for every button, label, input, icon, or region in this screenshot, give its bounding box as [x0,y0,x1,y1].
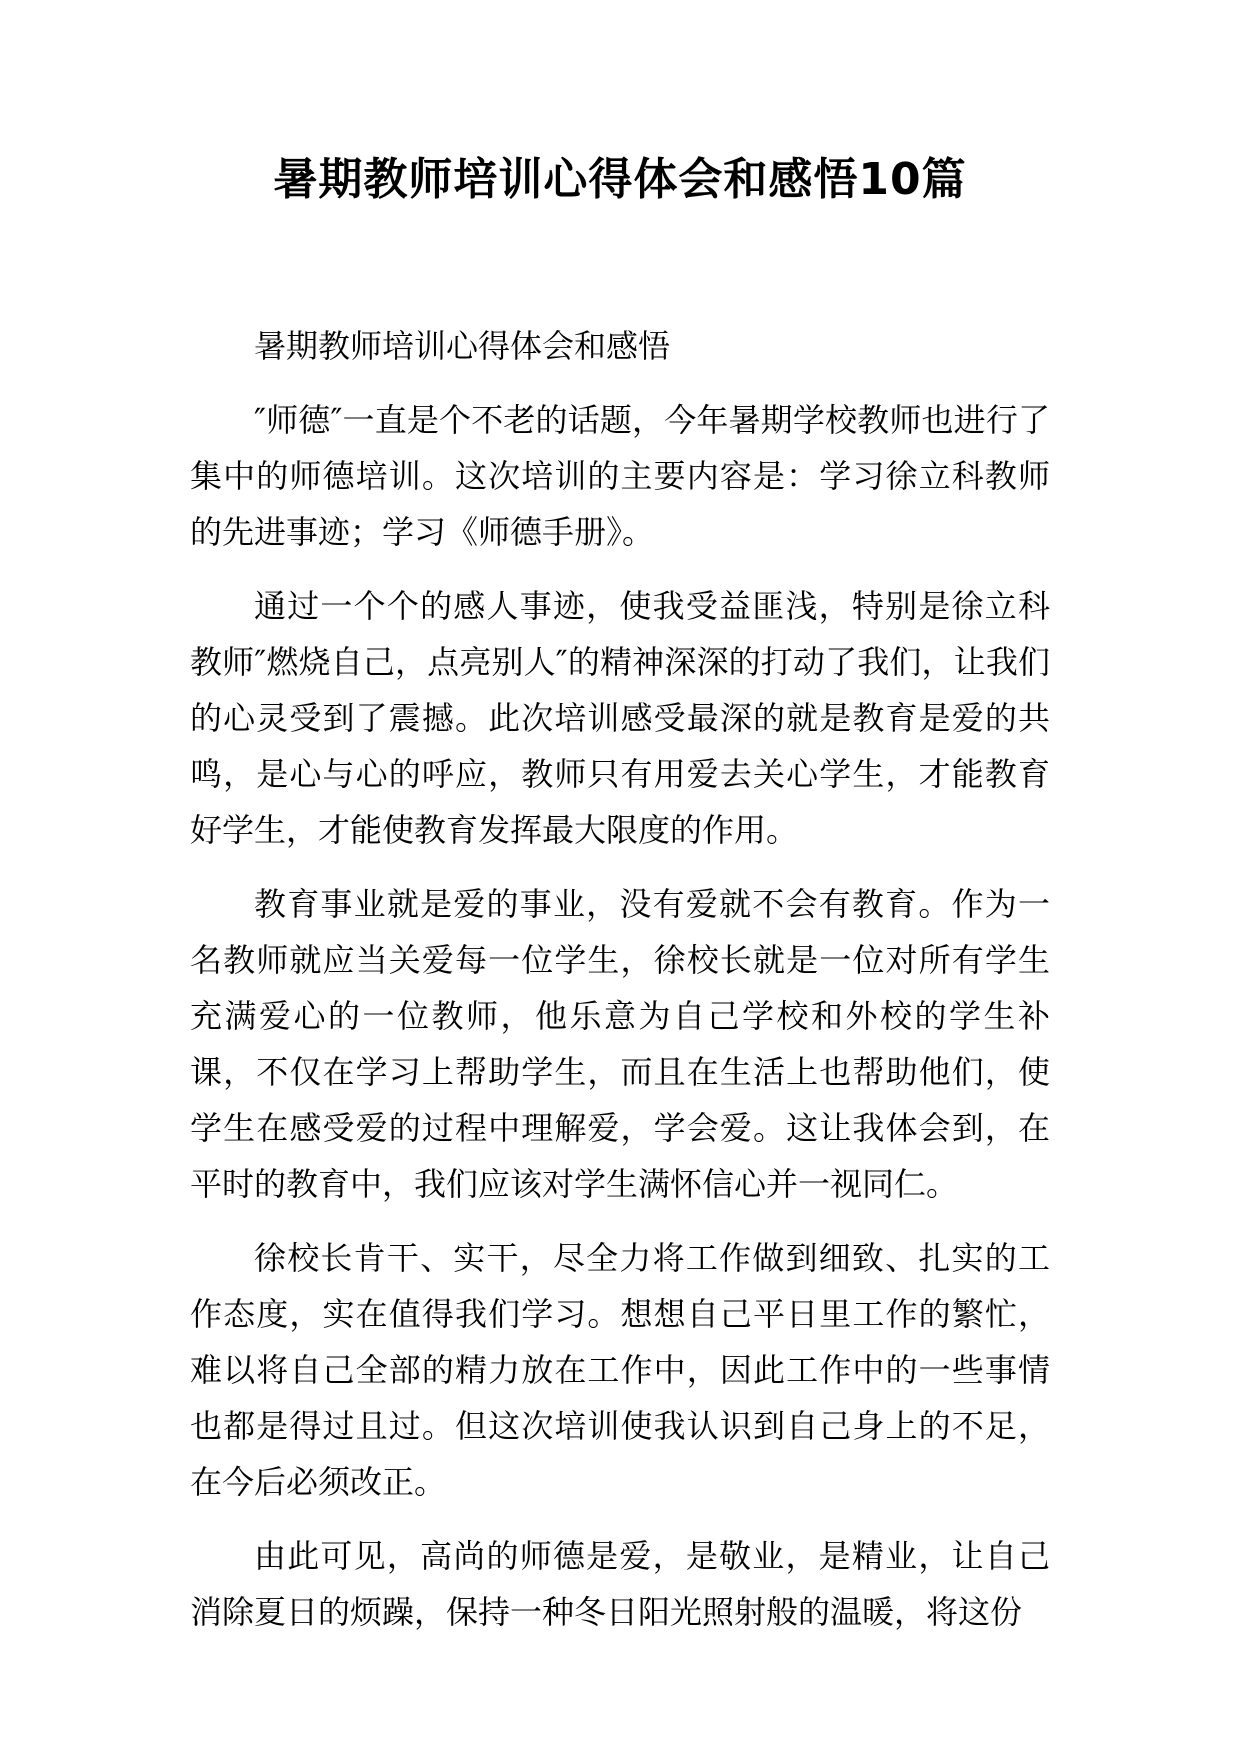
paragraph-5: 由此可见，高尚的师德是爱，是敬业，是精业，让自己消除夏日的烦躁，保持一种冬日阳光照射般的温暖，将这份 [190,1537,1050,1631]
paragraph-3: 教育事业就是爱的事业，没有爱就不会有教育。作为一名教师就应当关爱每一位学生，徐校长就是一位对所有学生充满爱心的一位教师，他乐意为自己学校和外校的学生补课，不仅在学习上帮助学生，而且在生活上也帮助他们，使学生在感受爱的过程中理解爱，学会爱。这让我体会到，在平时的教育中，我们应该对学生满怀信心并一视同仁。 [190,885,1050,1203]
document-body [190,318,1050,1658]
paragraph-4: 徐校长肯干、实干，尽全力将工作做到细致、扎实的工作态度，实在值得我们学习。想想自己平日里工作的繁忙，难以将自己全部的精力放在工作中，因此工作中的一些事情也都是得过且过。但这次培训使我认识到自己身上的不足，在今后必须改正。 [190,1239,1050,1501]
paragraph-2: 通过一个个的感人事迹，使我受益匪浅，特别是徐立科教师″燃烧自己，点亮别人″的精神深深的打动了我们，让我们的心灵受到了震撼。此次培训感受最深的就是教育是爱的共鸣，是心与心的呼应，教师只有用爱去关心学生，才能教育好学生，才能使教育发挥最大限度的作用。 [190,587,1050,849]
paragraph-1: ″师德″一直是个不老的话题，今年暑期学校教师也进行了集中的师德培训。这次培训的主要内容是：学习徐立科教师的先进事迹；学习《师德手册》。 [190,401,1050,551]
document-title: 暑期教师培训心得体会和感悟10篇 [273,154,967,205]
document-subtitle: 暑期教师培训心得体会和感悟 [254,327,671,365]
